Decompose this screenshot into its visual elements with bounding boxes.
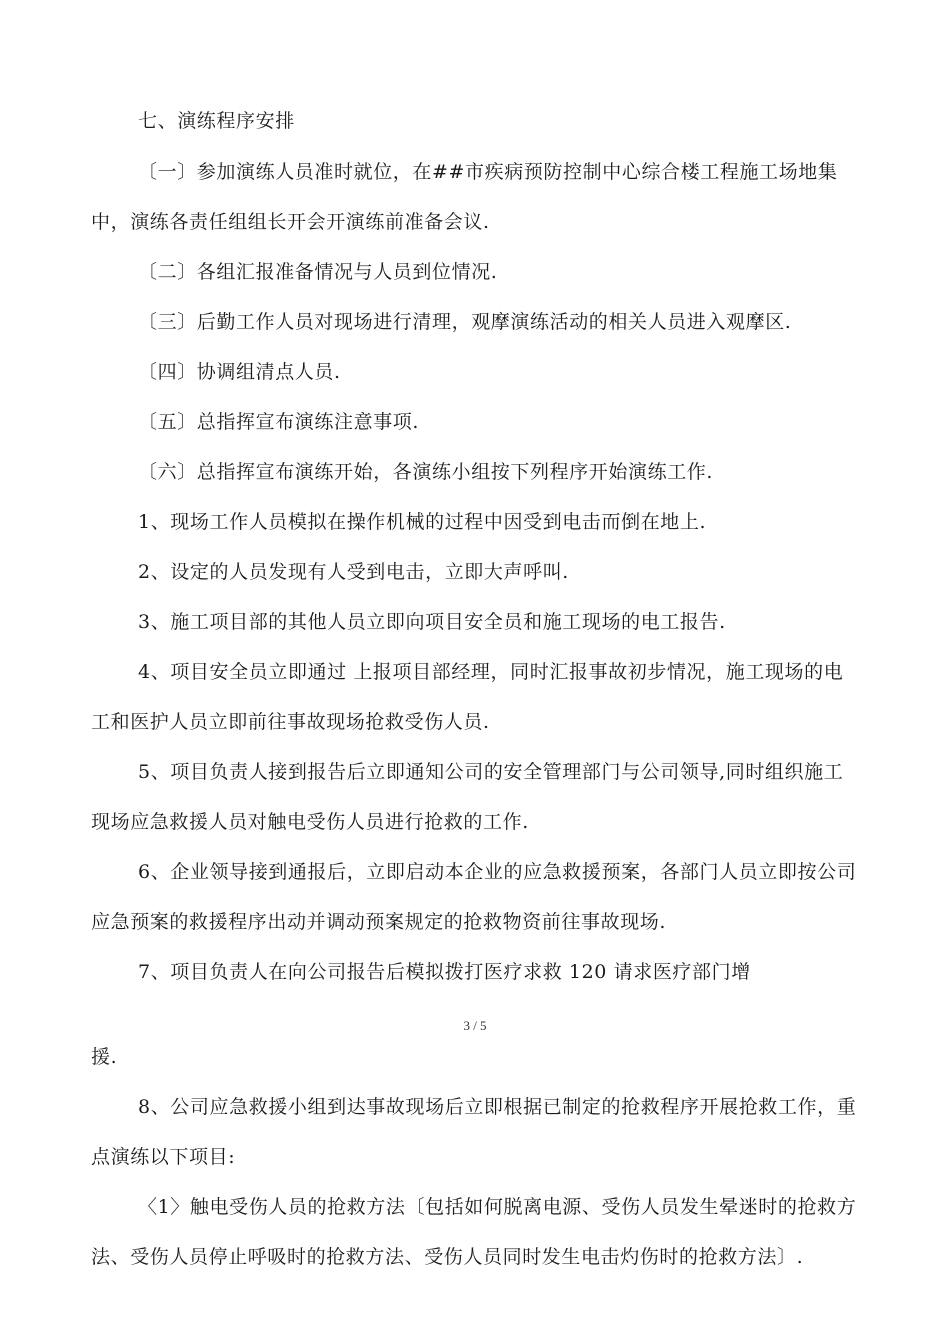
paragraph-line: 〈1〉触电受伤人员的抢救方法〔包括如何脱离电源、受伤人员发生晕迷时的抢救方 (138, 1196, 857, 1218)
paragraph-line: 〔二〕各组汇报准备情况与人员到位情况. (138, 261, 498, 283)
paragraph-line: 〔一〕参加演练人员准时就位，在##市疾病预防控制中心综合楼工程施工场地集 (138, 161, 838, 183)
paragraph-line: 〔六〕总指挥宣布演练开始，各演练小组按下列程序开始演练工作. (138, 461, 714, 483)
paragraph-line: 〔三〕后勤工作人员对现场进行清理，观摩演练活动的相关人员进入观摩区. (138, 311, 792, 333)
paragraph-line: 6、企业领导接到通报后，立即启动本企业的应急救援预案，各部门人员立即按公司 (138, 861, 857, 883)
paragraph-line: 7、项目负责人在向公司报告后模拟拨打医疗求救 120 请求医疗部门增 (138, 961, 751, 983)
paragraph-line: 点演练以下项目: (91, 1146, 236, 1168)
paragraph-line: 现场应急救援人员对触电受伤人员进行抢救的工作. (91, 811, 529, 833)
paragraph-line: 〔五〕总指挥宣布演练注意事项. (138, 411, 420, 433)
paragraph-line: 3、施工项目部的其他人员立即向项目安全员和施工现场的电工报告. (138, 611, 726, 633)
section-heading: 七、演练程序安排 (138, 110, 295, 132)
paragraph-line: 〔四〕协调组清点人员. (138, 361, 341, 383)
paragraph-line: 中，演练各责任组组长开会开演练前准备会议. (91, 211, 490, 233)
paragraph-line: 8、公司应急救援小组到达事故现场后立即根据已制定的抢救程序开展抢救工作，重 (138, 1096, 857, 1118)
paragraph-line: 5、项目负责人接到报告后立即通知公司的安全管理部门与公司领导,同时组织施工 (138, 761, 844, 783)
page-number: 3 / 5 (463, 1018, 487, 1033)
paragraph-line: 法、受伤人员停止呼吸时的抢救方法、受伤人员同时发生电击灼伤时的抢救方法〕. (91, 1246, 804, 1268)
paragraph-line: 2、设定的人员发现有人受到电击，立即大声呼叫. (138, 561, 569, 583)
paragraph-line: 4、项目安全员立即通过 上报项目部经理，同时汇报事故初步情况，施工现场的电 (138, 661, 844, 683)
paragraph-line: 应急预案的救援程序出动并调动预案规定的抢救物资前往事故现场. (91, 911, 667, 933)
paragraph-line: 工和医护人员立即前往事故现场抢救受伤人员. (91, 711, 490, 733)
paragraph-line: 援. (91, 1046, 118, 1068)
paragraph-line: 1、现场工作人员模拟在操作机械的过程中因受到电击而倒在地上. (138, 511, 707, 533)
